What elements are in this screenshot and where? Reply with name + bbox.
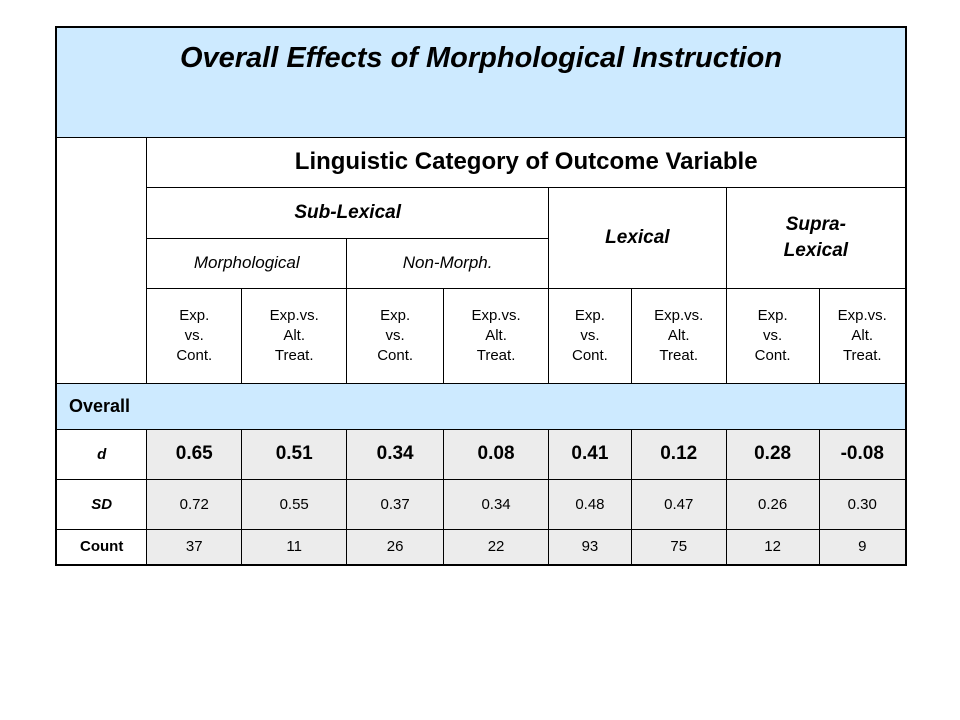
count-value-cell: 12: [726, 529, 819, 565]
comparison-line: Exp.vs.: [471, 306, 521, 324]
group-header-supra-lexical: Supra- Lexical: [726, 187, 906, 288]
row-label-d: d: [56, 429, 147, 479]
sd-value-cell: 0.48: [549, 479, 632, 529]
overall-section-label: Overall: [56, 383, 906, 429]
comparison-line: Exp.: [380, 306, 411, 324]
comparison-header-cell: [444, 288, 549, 383]
comparison-header-cell: [631, 288, 726, 383]
subgroup-header-morphological: Morphological: [147, 238, 347, 288]
count-value-cell: 75: [631, 529, 726, 565]
d-value-cell: 0.28: [726, 429, 819, 479]
comparison-line: vs.: [580, 326, 600, 344]
comparison-line: Alt.: [667, 326, 690, 344]
d-value-cell: 0.12: [631, 429, 726, 479]
group-header-lexical: Lexical: [549, 187, 727, 288]
sd-value-cell: 0.37: [347, 479, 444, 529]
d-value-cell: 0.41: [549, 429, 632, 479]
group-header-sub-lexical: Sub-Lexical: [147, 187, 549, 238]
comparison-line: Exp.vs.: [654, 306, 704, 324]
comparison-line: Treat.: [274, 346, 314, 364]
linguistic-category-header: Linguistic Category of Outcome Variable: [147, 137, 906, 187]
comparison-line: vs.: [385, 326, 405, 344]
comparison-line: Cont.: [176, 346, 213, 364]
comparison-line: Cont.: [377, 346, 414, 364]
d-value-cell: 0.08: [444, 429, 549, 479]
d-value-cell: 0.51: [242, 429, 347, 479]
comparison-line: Treat.: [842, 346, 882, 364]
comparison-header-cell: [726, 288, 819, 383]
comparison-line: Alt.: [851, 326, 874, 344]
comparison-line: vs.: [763, 326, 783, 344]
d-value-cell: 0.65: [147, 429, 242, 479]
comparison-line: Alt.: [485, 326, 507, 344]
count-value-cell: 11: [242, 529, 347, 565]
comparison-header-cell: [819, 288, 906, 383]
sd-value-cell: 0.34: [444, 479, 549, 529]
comparison-header-cell: [242, 288, 347, 383]
table-title: Overall Effects of Morphological Instruction: [56, 27, 906, 137]
comparison-header-cell: [549, 288, 632, 383]
d-value-cell: -0.08: [819, 429, 906, 479]
count-value-cell: 22: [444, 529, 549, 565]
blank-corner-cell: [56, 137, 147, 383]
comparison-line: Exp.vs.: [269, 306, 319, 324]
sd-value-cell: 0.72: [147, 479, 242, 529]
count-value-cell: 93: [549, 529, 632, 565]
sd-value-cell: 0.30: [819, 479, 906, 529]
comparison-line: Cont.: [754, 346, 791, 364]
effects-table: [55, 26, 907, 566]
count-value-cell: 26: [347, 529, 444, 565]
comparison-line: vs.: [184, 326, 204, 344]
comparison-line: Treat.: [659, 346, 699, 364]
comparison-line: Exp.: [574, 306, 605, 324]
sd-value-cell: 0.47: [631, 479, 726, 529]
sd-value-cell: 0.55: [242, 479, 347, 529]
d-value-cell: 0.34: [347, 429, 444, 479]
comparison-line: Cont.: [571, 346, 608, 364]
comparison-line: Exp.: [179, 306, 210, 324]
comparison-line: Treat.: [476, 346, 516, 364]
comparison-header-cell: [147, 288, 242, 383]
sd-value-cell: 0.26: [726, 479, 819, 529]
count-value-cell: 37: [147, 529, 242, 565]
comparison-line: Alt.: [283, 326, 306, 344]
comparison-line: Exp.: [757, 306, 788, 324]
comparison-header-cell: [347, 288, 444, 383]
row-label-sd: SD: [56, 479, 147, 529]
count-value-cell: 9: [819, 529, 906, 565]
subgroup-header-non-morph: Non-Morph.: [347, 238, 549, 288]
row-label-count: Count: [56, 529, 147, 565]
comparison-line: Exp.vs.: [837, 306, 887, 324]
